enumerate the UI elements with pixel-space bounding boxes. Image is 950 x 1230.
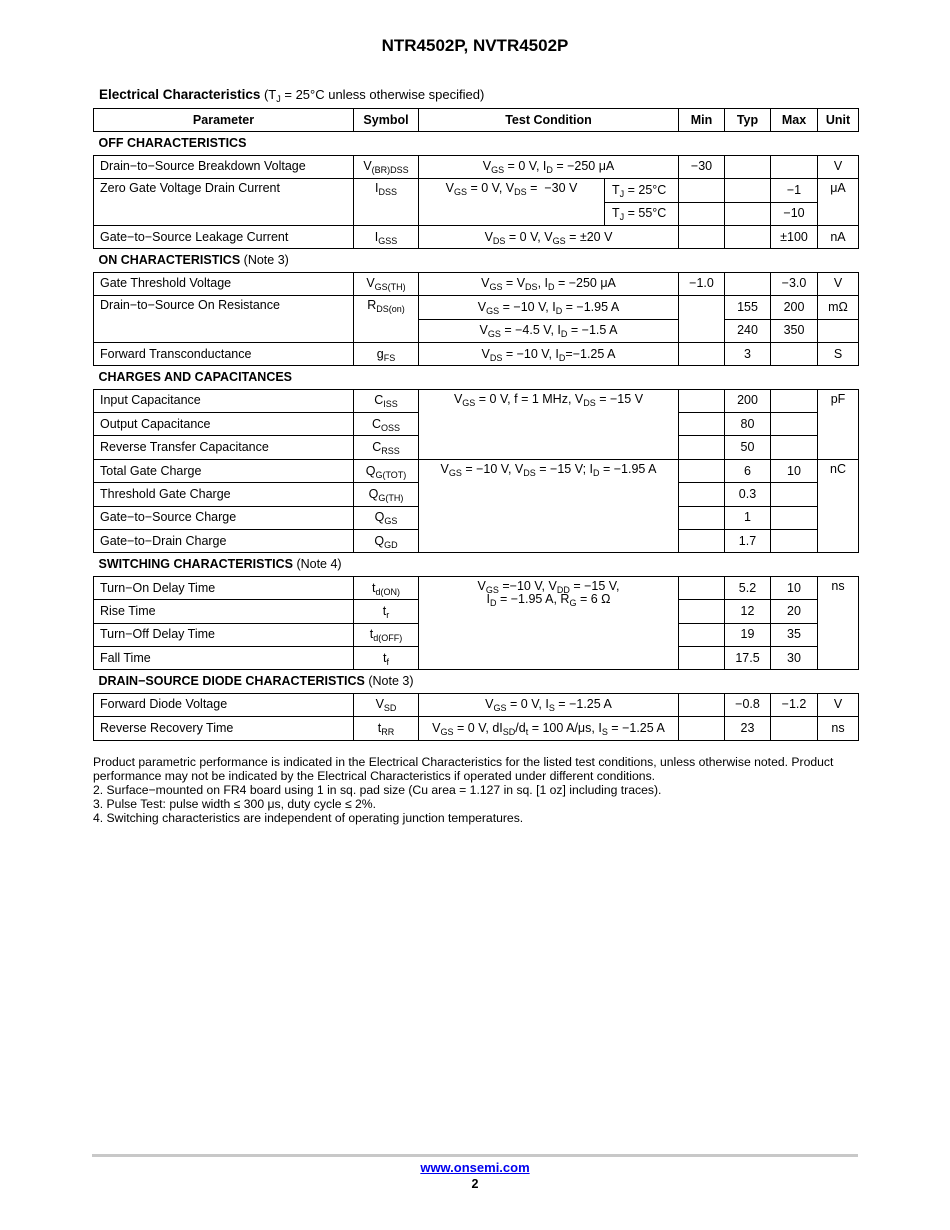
max-cell — [771, 155, 818, 178]
note-3: 3. Pulse Test: pulse width ≤ 300 μs, duty cycle ≤ 2%. — [93, 797, 377, 811]
typ-cell: 0.3 — [725, 483, 771, 506]
param-cell: Fall Time — [94, 646, 354, 669]
table-row — [94, 459, 859, 482]
max-cell — [771, 506, 818, 529]
condition-cell: $V_{DS} = -10$ V, $I_D=-1.25$ A — [419, 342, 679, 365]
min-cell — [679, 296, 725, 343]
min-cell — [679, 436, 725, 459]
symbol-cell: $g_{FS}$ — [354, 342, 419, 365]
table-row — [94, 576, 859, 599]
typ-cell: 1.7 — [725, 530, 771, 553]
param-cell: Forward Diode Voltage — [94, 693, 354, 716]
typ-cell: −0.8 — [725, 693, 771, 716]
typ-cell — [725, 179, 771, 202]
unit-cell: ns — [818, 576, 859, 670]
table-row — [94, 225, 859, 248]
max-cell: 10 — [771, 459, 818, 482]
param-cell: Forward Transconductance — [94, 342, 354, 365]
symbol-cell: $Q_{G(TOT)}$ — [354, 459, 419, 482]
symbol-cell: $C_{OSS}$ — [354, 413, 419, 436]
typ-cell: 1 — [725, 506, 771, 529]
unit-cell: pF — [818, 389, 859, 459]
table-row — [94, 717, 859, 740]
table-row — [94, 693, 859, 716]
max-cell: −1.2 — [771, 693, 818, 716]
symbol-cell: $C_{ISS}$ — [354, 389, 419, 412]
col-min: Min — [679, 109, 725, 132]
condition-cell: $V_{GS} = 0$ V, $V_{DS} = -30$ V — [419, 179, 605, 226]
min-cell — [679, 483, 725, 506]
symbol-cell: $Q_{G(TH)}$ — [354, 483, 419, 506]
unit-cell — [818, 319, 859, 342]
typ-cell — [725, 272, 771, 295]
max-cell: −1 — [771, 179, 818, 202]
tj-cell: $T_J = 55^\circ C$ — [605, 202, 679, 225]
symbol-cell: $Q_{GD}$ — [354, 530, 419, 553]
max-cell — [771, 530, 818, 553]
max-cell — [771, 483, 818, 506]
max-cell — [771, 342, 818, 365]
typ-cell — [725, 155, 771, 178]
min-cell — [679, 225, 725, 248]
symbol-cell: $V_{SD}$ — [354, 693, 419, 716]
max-cell: −3.0 — [771, 272, 818, 295]
document-title: NTR4502P, NVTR4502P — [381, 36, 569, 55]
param-cell: Output Capacitance — [94, 413, 354, 436]
electrical-characteristics-table — [93, 108, 859, 741]
condition-cell: $V_{GS} = 0$ V, $I_D = -250$ μA — [419, 155, 679, 178]
param-cell: Input Capacitance — [94, 389, 354, 412]
section-row — [94, 132, 859, 155]
footer-website-link[interactable]: www.onsemi.com — [420, 1160, 530, 1175]
col-unit: Unit — [818, 109, 859, 132]
typ-cell: 200 — [725, 389, 771, 412]
min-cell: −30 — [679, 155, 725, 178]
condition-cell: $V_{GS} = 0$ V, $dI_{SD}/d_t = 100$ A/μs, $I_S = -1.25$ A — [419, 717, 679, 740]
condition-cell: $V_{GS} = V_{DS}$, $I_D = -250$ μA — [419, 272, 679, 295]
max-cell: 350 — [771, 319, 818, 342]
table-row — [94, 342, 859, 365]
table-header-row — [94, 109, 859, 132]
param-cell: Total Gate Charge — [94, 459, 354, 482]
min-cell — [679, 576, 725, 599]
unit-cell: nA — [818, 225, 859, 248]
col-parameter: Parameter — [94, 109, 354, 132]
notes-block — [93, 755, 858, 825]
page-number: 2 — [471, 1177, 479, 1191]
footer-divider — [92, 1154, 858, 1157]
min-cell — [679, 530, 725, 553]
min-cell — [679, 506, 725, 529]
max-cell: 10 — [771, 576, 818, 599]
section-off: OFF CHARACTERISTICS — [94, 132, 859, 155]
min-cell — [679, 179, 725, 202]
min-cell — [679, 342, 725, 365]
section-row — [94, 670, 859, 693]
param-cell: Reverse Transfer Capacitance — [94, 436, 354, 459]
param-cell: Zero Gate Voltage Drain Current — [94, 179, 354, 226]
table-heading — [99, 87, 484, 102]
table-row — [94, 296, 859, 319]
max-cell — [771, 436, 818, 459]
section-charges: CHARGES AND CAPACITANCES — [94, 366, 859, 389]
min-cell — [679, 413, 725, 436]
min-cell — [679, 202, 725, 225]
min-cell — [679, 717, 725, 740]
section-diode: DRAIN−SOURCE DIODE CHARACTERISTICS (Note 3) — [94, 670, 859, 693]
unit-cell: V — [818, 155, 859, 178]
symbol-cell: $I_{GSS}$ — [354, 225, 419, 248]
condition-cell: $V_{GS} = 0$ V, f = 1 MHz, $V_{DS} = -15$ V — [419, 389, 679, 459]
min-cell — [679, 693, 725, 716]
unit-cell: ns — [818, 717, 859, 740]
param-cell: Rise Time — [94, 600, 354, 623]
table-subtitle: ($T_J = 25^\circ C$ unless otherwise specified) — [263, 87, 485, 104]
col-typ: Typ — [725, 109, 771, 132]
typ-cell: 6 — [725, 459, 771, 482]
table-row — [94, 179, 859, 202]
section-row — [94, 249, 859, 272]
min-cell — [679, 389, 725, 412]
min-cell — [679, 600, 725, 623]
section-row — [94, 553, 859, 576]
section-switching: SWITCHING CHARACTERISTICS (Note 4) — [94, 553, 859, 576]
max-cell: 200 — [771, 296, 818, 319]
condition-cell: $V_{GS} = -4.5$ V, $I_D = -1.5$ A — [419, 319, 679, 342]
param-cell: Gate−to−Source Leakage Current — [94, 225, 354, 248]
typ-cell: 240 — [725, 319, 771, 342]
unit-cell: μA — [818, 179, 859, 226]
symbol-cell: $I_{DSS}$ — [354, 179, 419, 226]
unit-cell: V — [818, 693, 859, 716]
typ-cell: 5.2 — [725, 576, 771, 599]
typ-cell: 50 — [725, 436, 771, 459]
unit-cell: nC — [818, 459, 859, 553]
col-test-condition: Test Condition — [419, 109, 679, 132]
unit-cell: mΩ — [818, 296, 859, 319]
table-row — [94, 272, 859, 295]
param-cell: Reverse Recovery Time — [94, 717, 354, 740]
min-cell: −1.0 — [679, 272, 725, 295]
param-cell: Drain−to−Source Breakdown Voltage — [94, 155, 354, 178]
unit-cell: S — [818, 342, 859, 365]
param-cell: Threshold Gate Charge — [94, 483, 354, 506]
param-cell: Gate Threshold Voltage — [94, 272, 354, 295]
table-row — [94, 389, 859, 412]
max-cell — [771, 389, 818, 412]
symbol-cell: $C_{RSS}$ — [354, 436, 419, 459]
typ-cell: 12 — [725, 600, 771, 623]
symbol-cell: $V_{GS(TH)}$ — [354, 272, 419, 295]
typ-cell — [725, 225, 771, 248]
condition-cell: $V_{GS} = -10$ V, $V_{DS} = -15$ V; $I_D = -1.95$ A — [419, 459, 679, 553]
symbol-cell: $t_{d(OFF)}$ — [354, 623, 419, 646]
condition-cell: $V_{DS} = 0$ V, $V_{GS} = \pm 20$ V — [419, 225, 679, 248]
min-cell — [679, 623, 725, 646]
param-cell: Gate−to−Source Charge — [94, 506, 354, 529]
condition-cell: $V_{GS} = -10$ V, $I_D = -1.95$ A — [419, 296, 679, 319]
note-4: 4. Switching characteristics are independent of operating junction temperatures. — [93, 811, 524, 825]
col-max: Max — [771, 109, 818, 132]
typ-cell: 17.5 — [725, 646, 771, 669]
note-2: 2. Surface−mounted on FR4 board using 1 in sq. pad size (Cu area = 1.127 in sq. [1 oz] including traces). — [93, 783, 662, 797]
max-cell: 20 — [771, 600, 818, 623]
symbol-cell: $V_{(BR)DSS}$ — [354, 155, 419, 178]
symbol-cell: $t_r$ — [354, 600, 419, 623]
max-cell: 30 — [771, 646, 818, 669]
symbol-cell: $Q_{GS}$ — [354, 506, 419, 529]
min-cell — [679, 646, 725, 669]
typ-cell — [725, 202, 771, 225]
col-symbol: Symbol — [354, 109, 419, 132]
typ-cell: 19 — [725, 623, 771, 646]
param-cell: Gate−to−Drain Charge — [94, 530, 354, 553]
symbol-cell: $t_f$ — [354, 646, 419, 669]
section-on: ON CHARACTERISTICS (Note 3) — [94, 249, 859, 272]
typ-cell: 155 — [725, 296, 771, 319]
symbol-cell: $t_{RR}$ — [354, 717, 419, 740]
tj-cell: $T_J = 25^\circ C$ — [605, 179, 679, 202]
max-cell: ±100 — [771, 225, 818, 248]
max-cell: −10 — [771, 202, 818, 225]
table-title: Electrical Characteristics — [99, 87, 261, 102]
max-cell — [771, 717, 818, 740]
max-cell: 35 — [771, 623, 818, 646]
symbol-cell: $R_{DS(on)}$ — [354, 296, 419, 343]
min-cell — [679, 459, 725, 482]
param-cell: Turn−Off Delay Time — [94, 623, 354, 646]
condition-cell: $V_{GS} =-10$ V, $V_{DD} = -15$ V, $I_D = -1.95$ A, $R_G = 6$ Ω — [419, 576, 679, 670]
typ-cell: 23 — [725, 717, 771, 740]
param-cell: Turn−On Delay Time — [94, 576, 354, 599]
table-row — [94, 155, 859, 178]
unit-cell: V — [818, 272, 859, 295]
notes-intro: Product parametric performance is indicated in the Electrical Characteristics for the listed test conditions, unless otherwise noted. Product performance may not be indicated by the Electrical Characteristics if operated under different conditions. — [93, 755, 834, 783]
typ-cell: 80 — [725, 413, 771, 436]
symbol-cell: $t_{d(ON)}$ — [354, 576, 419, 599]
condition-cell: $V_{GS} = 0$ V, $I_S = -1.25$ A — [419, 693, 679, 716]
section-row — [94, 366, 859, 389]
max-cell — [771, 413, 818, 436]
typ-cell: 3 — [725, 342, 771, 365]
param-cell: Drain−to−Source On Resistance — [94, 296, 354, 343]
